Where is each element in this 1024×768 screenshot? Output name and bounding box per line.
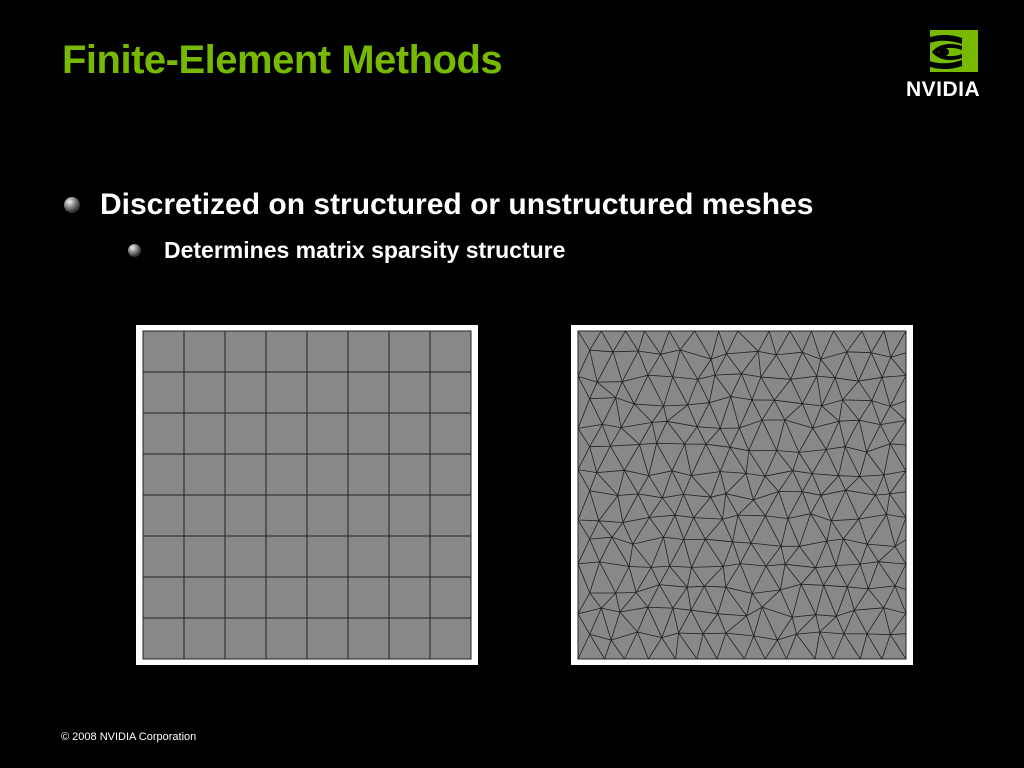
structured-mesh-figure: [136, 325, 478, 665]
structured-quad-mesh-icon: [136, 325, 478, 665]
bullet-level-1: [64, 188, 814, 222]
slide-title: Finite-Element Methods: [62, 38, 503, 82]
nvidia-wordmark: NVIDIA: [906, 78, 981, 101]
footer-copyright: © 2008 NVIDIA Corporation: [61, 731, 197, 743]
bullet-text: Discretized on structured or unstructured meshes: [100, 188, 814, 221]
bullet-dot-icon: [64, 197, 80, 213]
nvidia-logo: [900, 26, 1006, 102]
unstructured-triangle-mesh-icon: [571, 325, 913, 665]
nvidia-eye-icon: [900, 26, 1006, 78]
bullet-dot-icon: [128, 244, 141, 257]
sub-bullet-text: Determines matrix sparsity structure: [164, 237, 566, 263]
unstructured-mesh-figure: [571, 325, 913, 665]
bullet-level-2: [128, 237, 565, 264]
